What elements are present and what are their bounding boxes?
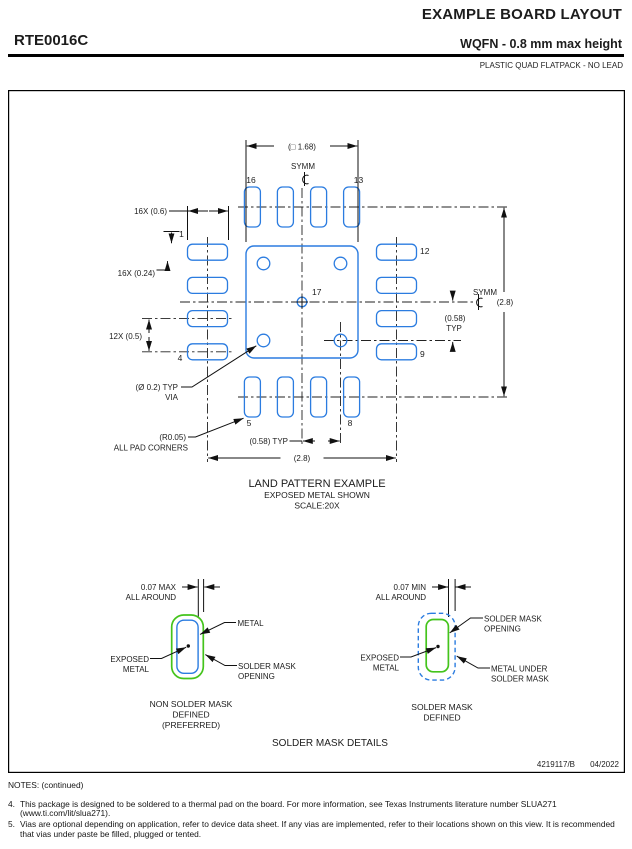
nsmd-detail: [110, 579, 296, 730]
nsmd-dim-line1: 0.07 MAX: [140, 583, 176, 592]
nsmd-exposed-line1: EXPOSED: [110, 655, 149, 664]
via-callout-line2: VIA: [165, 393, 178, 402]
smd-exposed-line2: METAL: [372, 663, 399, 673]
land-pattern-scale: SCALE:20X: [294, 500, 340, 511]
note-text: This package is designed to be soldered to a thermal pad on the board. For more information, see Texas Instruments literature number SLUA271 (www.ti.com/lit/slua271).: [20, 798, 557, 819]
nsmd-exposed-line2: METAL: [122, 665, 149, 674]
pin-1-label: 1: [179, 229, 184, 239]
pin-8-label: 8: [347, 418, 353, 428]
dim-overall-height-label: (2.8): [496, 298, 514, 307]
dim-overall-height: [497, 208, 514, 397]
smd-dim-line1: 0.07 MIN: [393, 583, 426, 592]
pin-4-label: 4: [177, 353, 183, 363]
smd-exposed-line1: EXPOSED: [360, 653, 399, 663]
via-callout-line1: (Ø 0.2) TYP: [135, 383, 178, 392]
land-pattern-title: LAND PATTERN EXAMPLE: [248, 478, 386, 490]
dim-via-offset-right-line1: (0.58): [444, 314, 466, 323]
package-height-subtitle: WQFN - 0.8 mm max height: [460, 37, 622, 51]
via-bottom-left: [257, 334, 270, 347]
header-divider: [8, 54, 624, 57]
smd-caption-line1: SOLDER MASK: [411, 702, 473, 712]
doc-date: 04/2022: [590, 760, 619, 769]
via-callout: [135, 346, 256, 402]
nsmd-metal-label: METAL: [237, 619, 264, 628]
dim-pad-length-label: 16X (0.6): [134, 207, 167, 216]
smd-caption-line2: DEFINED: [423, 712, 461, 723]
notes-heading: NOTES: (continued): [8, 780, 84, 790]
pin-16-label: 16: [246, 175, 256, 185]
smd-dim-line2: ALL AROUND: [375, 593, 426, 602]
pad-corner-callout: [114, 418, 244, 452]
pin-5-label: 5: [246, 418, 252, 428]
dim-via-offset-bottom: [249, 437, 339, 446]
nsmd-caption-line3: (PREFERRED): [161, 720, 221, 730]
symm-right-label: SYMM: [473, 288, 497, 297]
smd-under-line2: SOLDER MASK: [491, 674, 549, 684]
notes-section: [8, 781, 622, 841]
via-center-cross: [296, 296, 308, 308]
dim-pitch: [109, 320, 183, 364]
nsmd-exposed-metal-dot: [187, 644, 190, 647]
symm-top-label: SYMM: [291, 162, 315, 171]
dim-via-offset-right: [445, 292, 466, 352]
dim-via-offset-bottom-label: (0.58) TYP: [249, 437, 288, 446]
note-item-4: [8, 800, 622, 819]
dim-pitch-label: 12X (0.5): [109, 332, 142, 341]
smd-opening-line2: OPENING: [484, 624, 521, 634]
part-number: RTE0016C: [14, 32, 89, 49]
note-item-5: [8, 820, 622, 839]
pin-13-label: 13: [353, 175, 364, 185]
note-number: 4.: [8, 798, 15, 809]
nsmd-caption-line1: NON SOLDER MASK: [149, 699, 233, 709]
dim-via-offset-right-line2: TYP: [446, 324, 462, 333]
pad-corner-line1: (R0.05): [159, 433, 186, 442]
doc-number: 4219117/B: [536, 760, 575, 769]
pad-corner-line2: ALL PAD CORNERS: [113, 443, 188, 453]
solder-mask-details-title: SOLDER MASK DETAILS: [272, 738, 388, 749]
pin-17-label: 17: [312, 287, 322, 297]
note-text: Vias are optional depending on application, refer to device data sheet. If any vias are implemented, refer to their locations shown on this view. It is recommended that vias under paste be filled, plugged or tented.: [20, 819, 615, 839]
symm-top: [291, 162, 315, 186]
dim-thermal-pad-width-label: (□ 1.68): [288, 142, 316, 152]
nsmd-opening-line2: OPENING: [238, 672, 275, 681]
nsmd-dim-line2: ALL AROUND: [125, 593, 176, 602]
smd-detail: [360, 579, 549, 723]
symm-right: [473, 288, 497, 310]
package-type-label: PLASTIC QUAD FLATPACK - NO LEAD: [479, 61, 623, 70]
smd-under-line1: METAL UNDER: [491, 664, 548, 674]
nsmd-caption-line2: DEFINED: [172, 709, 210, 720]
note-number: 5.: [8, 819, 15, 830]
page-title: EXAMPLE BOARD LAYOUT: [421, 6, 622, 23]
via-top-left: [257, 257, 270, 270]
smd-opening-line1: SOLDER MASK: [484, 614, 542, 624]
pin-12-label: 12: [420, 246, 430, 256]
dim-overall-width-label: (2.8): [293, 454, 311, 463]
smd-exposed-metal-dot: [436, 645, 439, 648]
dim-pad-width: [118, 229, 184, 278]
via-top-right: [334, 257, 347, 270]
land-pattern-subtitle: EXPOSED METAL SHOWN: [264, 490, 370, 500]
dim-overall-width: [208, 454, 396, 463]
pin-9-label: 9: [420, 349, 425, 359]
nsmd-opening-line1: SOLDER MASK: [238, 662, 296, 671]
dim-pad-width-label: 16X (0.24): [117, 269, 155, 278]
board-layout-figure: [8, 90, 625, 773]
